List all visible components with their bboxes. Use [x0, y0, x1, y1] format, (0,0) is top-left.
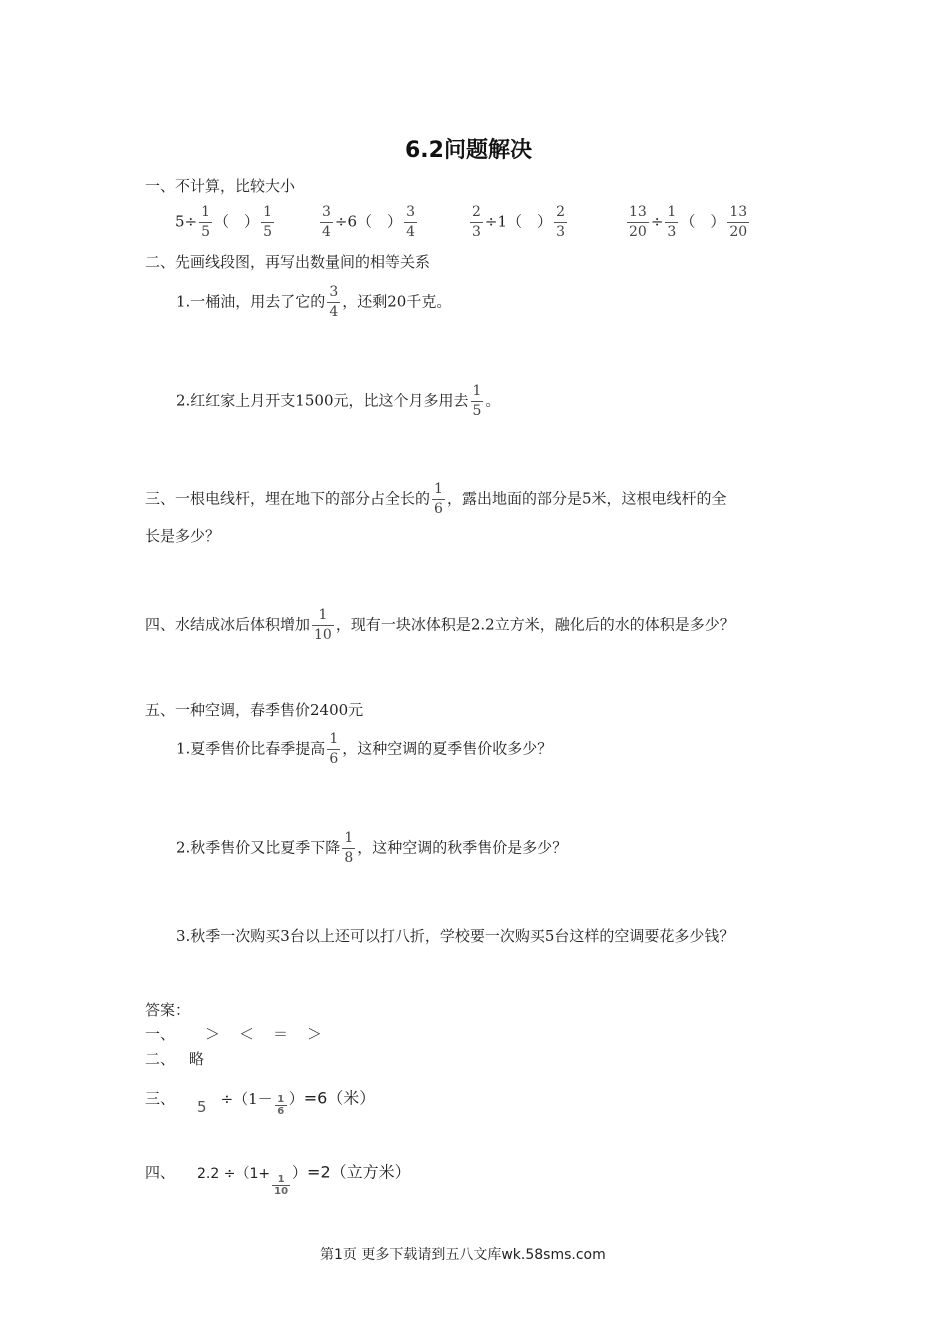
section5-question-3: 3.秋季一次购买3台以上还可以打八折，学校要一次购买5台这样的空调要花多少钱？ [176, 927, 735, 945]
fraction: $\frac{1}{5}$ [472, 383, 482, 419]
fraction: $\frac{1}{8}$ [344, 830, 354, 866]
compare-item-2 [318, 203, 419, 242]
compare-op: ÷6 [334, 212, 358, 231]
answer-blank: （ ） [357, 212, 403, 231]
page-footer: 第1页 更多下载请到五八文库wk.58sms.com [320, 1247, 606, 1263]
compare-op: ÷1 [484, 212, 508, 231]
answer-value: ÷（1－ [220, 1089, 273, 1108]
section3-question-line2: 长是多少？ [145, 527, 221, 545]
answer-value: ＞ ＜ ＝ ＞ [205, 1025, 325, 1043]
section5-question-1 [176, 730, 552, 769]
fraction: $\frac{1}{6}$ [275, 1094, 287, 1117]
page-title: 6.2问题解决 [405, 138, 532, 163]
question-text: 1.一桶油，用去了它的 [176, 292, 326, 311]
compare-op: ÷ [650, 212, 664, 231]
fraction: $\frac{1}{10}$ [274, 1174, 289, 1197]
section2-question-2 [176, 382, 500, 421]
question-text: ，这种空调的秋季售价是多少？ [357, 838, 568, 857]
fraction: $\frac{1}{3}$ [667, 204, 677, 240]
compare-left: 5÷ [175, 212, 198, 231]
fraction: $\frac{1}{5}$ [201, 204, 211, 240]
answer-1 [145, 1024, 324, 1044]
section5-question-2 [176, 829, 567, 868]
fraction: $\frac{13}{20}$ [729, 204, 748, 240]
answer-value: ） [288, 1089, 304, 1108]
answer-label: 一、 [145, 1025, 176, 1043]
section1-heading: 一、不计算，比较大小 [145, 177, 296, 195]
answer-value: ） [292, 1163, 308, 1182]
answer-blank: （ ） [214, 212, 260, 231]
fraction: $\frac{2}{3}$ [472, 204, 481, 240]
section2-question-1 [176, 283, 451, 322]
answer-label: 二、 [145, 1050, 176, 1068]
question-text: 1.夏季售价比春季提高 [176, 739, 326, 758]
answer-value: 5 [197, 1097, 207, 1116]
question-text: 三、一根电线杆，埋在地下的部分占全长的 [145, 489, 431, 508]
fraction: $\frac{1}{10}$ [314, 607, 332, 643]
answer-label: 四、 [145, 1163, 176, 1182]
answers-label: 答案： [145, 1001, 191, 1019]
section5-heading: 五、一种空调，春季售价2400元 [145, 701, 364, 719]
answer-2 [145, 1049, 204, 1069]
answer-blank: （ ） [680, 212, 726, 231]
compare-item-3 [468, 203, 569, 242]
answer-blank: （ ） [507, 212, 553, 231]
question-text: ，这种空调的夏季售价收多少？ [342, 739, 553, 758]
answer-4 [145, 1162, 411, 1197]
fraction: $\frac{13}{20}$ [629, 204, 647, 240]
answer-3 [145, 1088, 376, 1117]
question-text: 2.秋季售价又比夏季下降 [176, 838, 341, 857]
fraction: $\frac{2}{3}$ [556, 204, 565, 240]
section3-question [145, 480, 726, 519]
section2-heading: 二、先画线段图，再写出数量间的相等关系 [145, 253, 431, 271]
answer-label: 三、 [145, 1089, 176, 1108]
section4-question [145, 606, 735, 645]
answer-value: =2（立方米） [307, 1162, 411, 1182]
fraction: $\frac{1}{6}$ [329, 731, 339, 767]
answer-value: 2.2 ÷（1+ [197, 1165, 271, 1182]
answer-value: 略 [189, 1050, 205, 1068]
question-text: 2.红红家上月开支1500元，比这个月多用去 [176, 391, 469, 410]
question-text: ，现有一块冰体积是2.2立方米，融化后的水的体积是多少？ [335, 615, 735, 634]
question-text: 。 [485, 391, 501, 410]
question-text: 四、水结成冰后体积增加 [145, 615, 311, 634]
fraction: $\frac{3}{4}$ [322, 204, 331, 240]
answer-value: =6（米） [303, 1088, 376, 1108]
compare-item-1 [175, 203, 276, 242]
question-text: ，还剩20千克。 [342, 292, 452, 311]
fraction: $\frac{1}{6}$ [434, 481, 443, 517]
fraction: $\frac{1}{5}$ [263, 204, 272, 240]
compare-item-4 [625, 203, 751, 242]
fraction: $\frac{3}{4}$ [329, 284, 339, 320]
question-text: ，露出地面的部分是5米，这根电线杆的全 [446, 489, 727, 508]
fraction: $\frac{3}{4}$ [406, 204, 415, 240]
